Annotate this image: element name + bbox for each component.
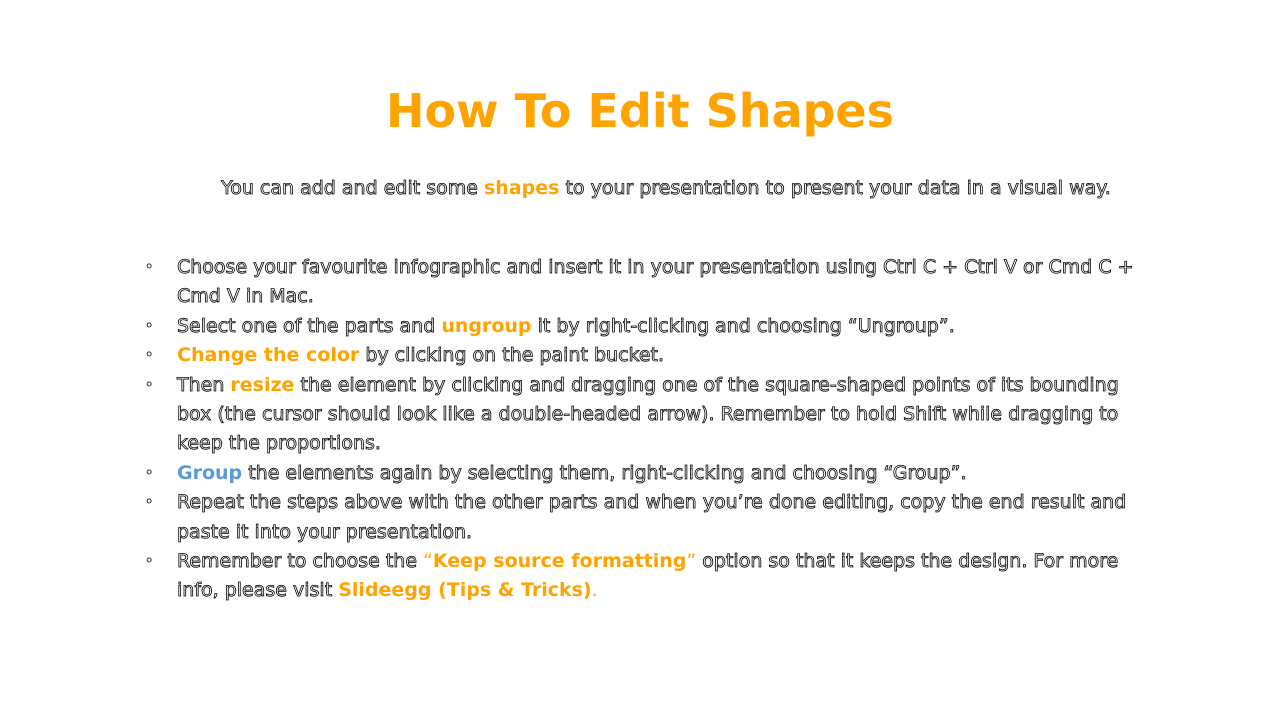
instruction-text: Choose your favourite infographic and insert it in your presentation using Ctrl C + Ctrl V or Cmd C + Cmd V in Mac.	[177, 256, 1134, 308]
quote-close: ”	[686, 550, 697, 573]
instruction-item-7	[140, 547, 1150, 606]
bullet-dot-icon: •	[145, 259, 154, 275]
instruction-text-end: .	[591, 579, 598, 602]
instruction-item-5	[140, 459, 1150, 488]
instruction-text-post: by clicking on the paint bucket.	[359, 344, 665, 367]
bullet-dot-icon: •	[145, 494, 154, 511]
slide-title: How To Edit Shapes	[385, 84, 895, 138]
highlight-change-the-color: Change the color	[177, 344, 360, 367]
highlight-keep-source-formatting: Keep source formatting	[432, 550, 687, 573]
intro-text	[100, 174, 1232, 202]
instruction-text-post: the element by clicking and dragging one of the square-shaped points of its bounding box (the cursor should look like a double-headed arrow). Remember to hold Shift while dragging to keep the proportions.	[177, 373, 1119, 455]
instruction-item-2	[140, 312, 1150, 341]
intro-text-pre: You can add and edit some	[221, 177, 484, 199]
highlight-group: Group	[177, 461, 243, 484]
bullet-dot-icon: •	[145, 317, 154, 334]
instruction-text-pre: Select one of the parts and	[177, 314, 442, 337]
instruction-text-post: the elements again by selecting them, right-clicking and choosing “Group”.	[242, 461, 967, 484]
intro-text-post: to your presentation to present your data in a visual way.	[559, 177, 1111, 199]
instruction-item-1	[140, 253, 1150, 312]
instruction-item-6	[140, 488, 1150, 547]
instruction-text-pre: Remember to choose the	[177, 550, 424, 573]
instruction-item-3	[140, 341, 1150, 370]
instruction-item-4	[140, 371, 1150, 459]
bullet-dot-icon: •	[145, 464, 154, 481]
highlight-resize: resize	[230, 373, 295, 396]
bullet-dot-icon: •	[145, 553, 154, 570]
instruction-text-post: option so that it keeps the design. For more info, please visit	[177, 550, 1119, 602]
instruction-list	[140, 253, 1150, 606]
bullet-dot-icon: •	[145, 376, 154, 393]
instruction-text-pre: Then	[177, 373, 231, 396]
quote-open: “	[423, 550, 433, 573]
slideegg-tips-link[interactable]: Slideegg (Tips & Tricks)	[338, 579, 592, 602]
instruction-text-post: it by right-clicking and choosing “Ungroup”.	[531, 314, 955, 337]
highlight-ungroup: ungroup	[441, 314, 532, 337]
instruction-text: Repeat the steps above with the other parts and when you’re done editing, copy the end result and paste it into your presentation.	[177, 491, 1127, 543]
intro-highlight-shapes: shapes	[483, 177, 560, 199]
bullet-dot-icon: •	[145, 347, 154, 364]
